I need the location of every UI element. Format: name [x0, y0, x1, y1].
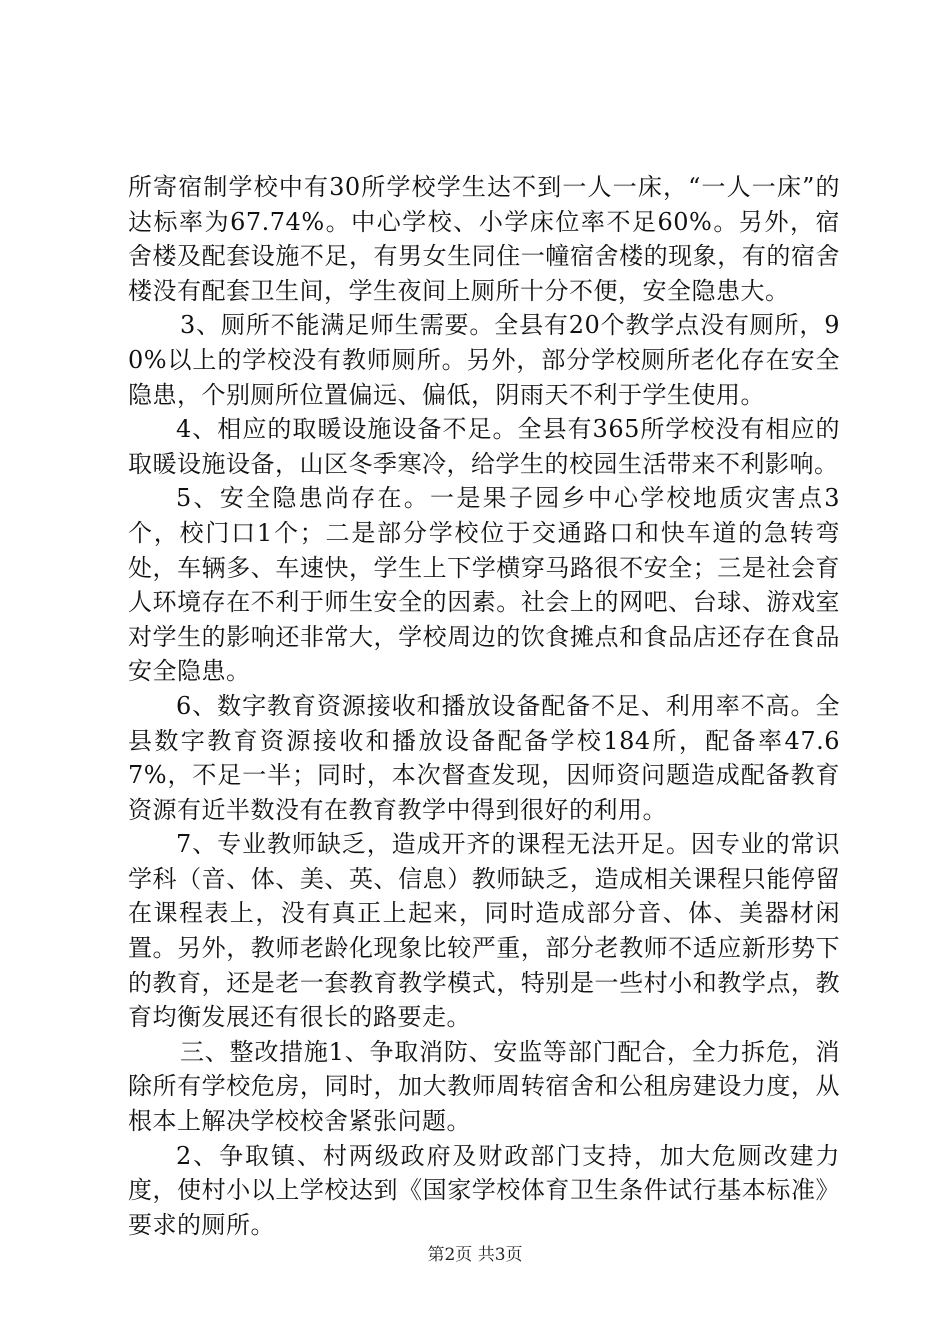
- paragraph-dormitory-continuation: 所寄宿制学校中有30所学校学生达不到一人一床，“一人一床”的达标率为67.74%。中心学校、小学床位率不足60%。另外，宿舍楼及配套设施不足，有男女生同住一幢宿舍楼的现象，有的宿舍楼没有配套卫生间，学生夜间上厕所十分不便，安全隐患大。: [128, 173, 840, 305]
- paragraph-toilets: 3、厕所不能满足师生需要。全县有20个教学点没有厕所，90%以上的学校没有教师厕所。另外，部分学校厕所老化存在安全隐患，个别厕所位置偏远、偏低，阴雨天不利于学生使用。: [128, 311, 840, 409]
- paragraph-safety-hazards: 5、安全隐患尚存在。一是果子园乡中心学校地质灾害点3个，校门口1个；二是部分学校位于交通路口和快车道的急转弯处，车辆多、车速快，学生上下学横穿马路很不安全；三是社会育人环境存在不利于师生安全的因素。社会上的网吧、台球、游戏室对学生的影响还非常大，学校周边的饮食摊点和食品店还存在食品安全隐患。: [128, 484, 840, 686]
- paragraph-toilet-reconstruction: 2、争取镇、村两级政府及财政部门支持，加大危厕改建力度，使村小以上学校达到《国家学校体育卫生条件试行基本标准》要求的厕所。: [128, 1141, 840, 1239]
- document-body: [128, 170, 840, 1242]
- paragraph-teacher-shortage: 7、专业教师缺乏，造成开齐的课程无法开足。因专业的常识学科（音、体、美、英、信息）教师缺乏，造成相关课程只能停留在课程表上，没有真正上起来，同时造成部分音、体、美器材闲置。另外，教师老龄化现象比较严重，部分老教师不适应新形势下的教育，还是老一套教育教学模式，特别是一些村小和教学点，教育均衡发展还有很长的路要走。: [128, 830, 840, 1032]
- paragraph-heating: 4、相应的取暖设施设备不足。全县有365所学校没有相应的取暖设施设备，山区冬季寒冷，给学生的校园生活带来不利影响。: [128, 415, 840, 478]
- paragraph-digital-resources: 6、数字教育资源接收和播放设备配备不足、利用率不高。全县数字教育资源接收和播放设备配备学校184所，配备率47.67%，不足一半；同时，本次督查发现，因师资问题造成配备教育资源有近半数没有在教育教学中得到很好的利用。: [128, 691, 840, 824]
- paragraph-rectification-measures: 三、整改措施1、争取消防、安监等部门配合，全力拆危，消除所有学校危房，同时，加大教师周转宿舍和公租房建设力度，从根本上解决学校校舍紧张问题。: [128, 1037, 840, 1136]
- page-number-footer: 第2页 共3页: [427, 1245, 523, 1265]
